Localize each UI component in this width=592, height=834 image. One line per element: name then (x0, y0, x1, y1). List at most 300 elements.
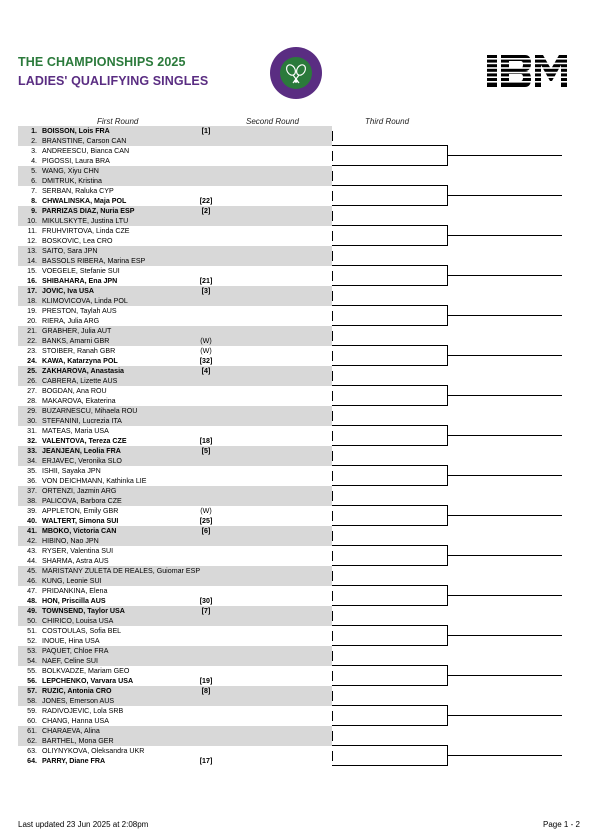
player-name: SHARMA, Astra AUS (42, 557, 109, 565)
third-round-line (447, 355, 562, 356)
draw-row (18, 156, 332, 166)
player-name: RUZIC, Antonia CRO (42, 687, 112, 695)
draw-row (18, 576, 332, 586)
bracket-vertical (332, 611, 333, 621)
player-name: KAWA, Katarzyna POL (42, 357, 118, 365)
draw-position: 37. (27, 487, 37, 495)
draw-position: 42. (27, 537, 37, 545)
draw-row (18, 716, 332, 726)
third-round-line (447, 675, 562, 676)
bracket-vertical (332, 351, 333, 361)
draw-position: 32. (27, 437, 37, 445)
second-round-line (332, 165, 447, 166)
draw-position: 23. (27, 347, 37, 355)
player-name: PRESTON, Taylah AUS (42, 307, 117, 315)
player-name: BARTHEL, Mona GER (42, 737, 114, 745)
draw-position: 52. (27, 637, 37, 645)
player-name: GRABHER, Julia AUT (42, 327, 112, 335)
draw-row (18, 406, 332, 416)
second-round-line (332, 665, 447, 666)
player-name: BRANSTINE, Carson CAN (42, 137, 127, 145)
bracket-vertical (332, 391, 333, 401)
second-round-line (332, 645, 447, 646)
player-name: HON, Priscilla AUS (42, 597, 106, 605)
draw-row (18, 596, 332, 606)
page-subtitle: LADIES' QUALIFYING SINGLES (18, 74, 209, 88)
draw-position: 33. (27, 447, 37, 455)
player-name: MATEAS, Maria USA (42, 427, 109, 435)
seed-label: [25] (199, 517, 213, 525)
third-round-line (447, 555, 562, 556)
draw-position: 10. (27, 217, 37, 225)
wimbledon-logo (269, 46, 323, 100)
bracket-vertical (332, 431, 333, 441)
second-round-line (332, 745, 447, 746)
draw-row (18, 256, 332, 266)
draw-position: 9. (31, 207, 37, 215)
draw-position: 45. (27, 567, 37, 575)
draw-row (18, 216, 332, 226)
draw-row (18, 626, 332, 636)
second-round-line (332, 365, 447, 366)
player-name: NAEF, Celine SUI (42, 657, 98, 665)
player-name: WANG, Xiyu CHN (42, 167, 99, 175)
seed-label: [4] (201, 367, 211, 375)
player-name: BOISSON, Lois FRA (42, 127, 110, 135)
seed-label: [1] (201, 127, 211, 135)
draw-position: 50. (27, 617, 37, 625)
draw-position: 60. (27, 717, 37, 725)
third-round-line (447, 235, 562, 236)
seed-label: (W) (200, 347, 212, 355)
player-name: CABRERA, Lizette AUS (42, 377, 118, 385)
player-name: JONES, Emerson AUS (42, 697, 115, 705)
bracket-vertical (332, 571, 333, 581)
player-name: BOSKOVIC, Lea CRO (42, 237, 113, 245)
draw-position: 26. (27, 377, 37, 385)
draw-position: 17. (27, 287, 37, 295)
draw-row (18, 226, 332, 236)
draw-row (18, 586, 332, 596)
player-name: LEPCHENKO, Varvara USA (42, 677, 134, 685)
draw-position: 25. (27, 367, 37, 375)
draw-row (18, 416, 332, 426)
second-round-line (332, 325, 447, 326)
draw-row (18, 186, 332, 196)
draw-position: 15. (27, 267, 37, 275)
draw-row (18, 646, 332, 656)
draw-position: 48. (27, 597, 37, 605)
draw-position: 47. (27, 587, 37, 595)
draw-position: 36. (27, 477, 37, 485)
draw-position: 38. (27, 497, 37, 505)
player-name: VON DEICHMANN, Kathinka LIE (42, 477, 147, 485)
bracket-vertical (332, 631, 333, 641)
second-round-line (332, 525, 447, 526)
player-name: RADIVOJEVIC, Lola SRB (42, 707, 124, 715)
draw-position: 24. (27, 357, 37, 365)
draw-row (18, 426, 332, 436)
draw-position: 11. (27, 227, 37, 235)
player-name: JOVIC, Iva USA (42, 287, 95, 295)
bracket-vertical (332, 591, 333, 601)
bracket-vertical (332, 531, 333, 541)
second-round-line (332, 245, 447, 246)
third-round-line (447, 395, 562, 396)
draw-row (18, 376, 332, 386)
bracket-vertical (332, 231, 333, 241)
draw-row (18, 136, 332, 146)
draw-position: 39. (27, 507, 37, 515)
bracket-vertical (332, 411, 333, 421)
player-name: BOLKVADZE, Mariam GEO (42, 667, 130, 675)
draw-row (18, 366, 332, 376)
draw-row (18, 386, 332, 396)
draw-position: 43. (27, 547, 37, 555)
draw-position: 1. (31, 127, 37, 135)
third-round-header: Third Round (365, 117, 410, 126)
bracket-vertical (332, 451, 333, 461)
draw-row (18, 616, 332, 626)
draw-row (18, 636, 332, 646)
draw-row (18, 686, 332, 696)
draw-row (18, 526, 332, 536)
second-round-line (332, 145, 447, 146)
player-name: PALICOVA, Barbora CZE (42, 497, 122, 505)
bracket-vertical (332, 731, 333, 741)
player-name: ERJAVEC, Veronika SLO (42, 457, 122, 465)
player-name: JEANJEAN, Leolia FRA (42, 447, 121, 455)
seed-label: [7] (201, 607, 211, 615)
draw-position: 63. (27, 747, 37, 755)
seed-label: (W) (200, 507, 212, 515)
player-name: PARRIZAS DIAZ, Nuria ESP (42, 207, 135, 215)
player-name: BUZARNESCU, Mihaela ROU (42, 407, 138, 415)
last-updated: Last updated 23 Jun 2025 at 2:08pm (18, 820, 149, 829)
second-round-line (332, 285, 447, 286)
draw-row (18, 326, 332, 336)
draw-position: 59. (27, 707, 37, 715)
draw-row (18, 336, 332, 346)
player-name: BOGDAN, Ana ROU (42, 387, 107, 395)
draw-position: 55. (27, 667, 37, 675)
draw-position: 35. (27, 467, 37, 475)
seed-label: [18] (199, 437, 213, 445)
draw-position: 20. (27, 317, 37, 325)
draw-row (18, 606, 332, 616)
bracket-vertical (332, 211, 333, 221)
third-round-line (447, 275, 562, 276)
first-round-header: First Round (97, 117, 139, 126)
player-name: BANKS, Amarni GBR (42, 337, 110, 345)
draw-row (18, 566, 332, 576)
player-name: APPLETON, Emily GBR (42, 507, 119, 515)
third-round-line (447, 155, 562, 156)
draw-position: 8. (31, 197, 37, 205)
player-name: CHWALINSKA, Maja POL (42, 197, 127, 205)
draw-position: 64. (27, 757, 37, 765)
player-name: MBOKO, Victoria CAN (42, 527, 117, 535)
draw-position: 44. (27, 557, 37, 565)
seed-label: [30] (199, 597, 213, 605)
second-round-line (332, 765, 447, 766)
bracket-vertical (332, 691, 333, 701)
draw-row (18, 396, 332, 406)
draw-position: 4. (31, 157, 37, 165)
draw-row (18, 166, 332, 176)
seed-label: [17] (199, 757, 213, 765)
draw-position: 2. (31, 137, 37, 145)
second-round-line (332, 385, 447, 386)
draw-row (18, 516, 332, 526)
third-round-line (447, 475, 562, 476)
draw-position: 7. (31, 187, 37, 195)
seed-label: [3] (201, 287, 211, 295)
draw-row (18, 266, 332, 276)
draw-row (18, 656, 332, 666)
draw-row (18, 666, 332, 676)
player-name: COSTOULAS, Sofia BEL (42, 627, 122, 635)
player-name: WALTERT, Simona SUI (42, 517, 119, 525)
third-round-line (447, 515, 562, 516)
draw-position: 54. (27, 657, 37, 665)
draw-position: 12. (27, 237, 37, 245)
seed-label: [2] (201, 207, 211, 215)
player-name: MAKAROVA, Ekaterina (42, 397, 116, 405)
bracket-vertical (332, 171, 333, 181)
bracket-vertical (332, 471, 333, 481)
draw-row (18, 476, 332, 486)
player-name: CHANG, Hanna USA (42, 717, 110, 725)
bracket-vertical (332, 711, 333, 721)
draw-row (18, 206, 332, 216)
draw-row (18, 146, 332, 156)
player-name: OLIYNYKOVA, Oleksandra UKR (42, 747, 145, 755)
draw-position: 28. (27, 397, 37, 405)
draw-row (18, 456, 332, 466)
bracket-vertical (332, 511, 333, 521)
draw-position: 41. (27, 527, 37, 535)
draw-row (18, 436, 332, 446)
second-round-line (332, 505, 447, 506)
page-number: Page 1 - 2 (543, 820, 580, 829)
second-round-line (332, 185, 447, 186)
player-name: BASSOLS RIBERA, Marina ESP (42, 257, 146, 265)
second-round-line (332, 345, 447, 346)
second-round-line (332, 265, 447, 266)
draw-position: 16. (27, 277, 37, 285)
draw-position: 34. (27, 457, 37, 465)
draw-position: 40. (27, 517, 37, 525)
seed-label: (W) (200, 337, 212, 345)
draw-row (18, 496, 332, 506)
player-name: FRUHVIRTOVA, Linda CZE (42, 227, 130, 235)
draw-row (18, 726, 332, 736)
draw-row (18, 486, 332, 496)
third-round-line (447, 715, 562, 716)
draw-position: 6. (31, 177, 37, 185)
draw-position: 5. (31, 167, 37, 175)
player-name: CHIRICO, Louisa USA (42, 617, 114, 625)
draw-position: 14. (27, 257, 37, 265)
player-name: KUNG, Leonie SUI (42, 577, 102, 585)
third-round-line (447, 435, 562, 436)
draw-row (18, 446, 332, 456)
player-name: PARRY, Diane FRA (42, 757, 106, 765)
draw-row (18, 316, 332, 326)
second-round-line (332, 685, 447, 686)
draw-row (18, 346, 332, 356)
second-round-line (332, 465, 447, 466)
draw-position: 30. (27, 417, 37, 425)
second-round-header: Second Round (246, 117, 299, 126)
ibm-logo (485, 55, 569, 87)
player-name: TOWNSEND, Taylor USA (42, 607, 125, 615)
draw-position: 19. (27, 307, 37, 315)
second-round-line (332, 705, 447, 706)
third-round-line (447, 635, 562, 636)
player-name: INOUE, Hina USA (42, 637, 100, 645)
seed-label: [21] (199, 277, 213, 285)
draw-position: 29. (27, 407, 37, 415)
draw-row (18, 306, 332, 316)
second-round-line (332, 405, 447, 406)
second-round-line (332, 445, 447, 446)
player-name: ISHII, Sayaka JPN (42, 467, 101, 475)
seed-label: [8] (201, 687, 211, 695)
seed-label: [19] (199, 677, 213, 685)
player-name: VALENTOVA, Tereza CZE (42, 437, 127, 445)
draw-row (18, 236, 332, 246)
draw-row (18, 466, 332, 476)
second-round-line (332, 425, 447, 426)
player-name: PAQUET, Chloe FRA (42, 647, 109, 655)
draw-row (18, 756, 332, 766)
bracket-vertical (332, 491, 333, 501)
second-round-line (332, 225, 447, 226)
bracket-vertical (332, 291, 333, 301)
player-name: SHIBAHARA, Ena JPN (42, 277, 118, 285)
draw-position: 3. (31, 147, 37, 155)
draw-position: 27. (27, 387, 37, 395)
draw-row (18, 706, 332, 716)
draw-row (18, 556, 332, 566)
draw-row (18, 356, 332, 366)
draw-row (18, 746, 332, 756)
draw-row (18, 736, 332, 746)
draw-position: 18. (27, 297, 37, 305)
second-round-line (332, 585, 447, 586)
bracket-vertical (332, 371, 333, 381)
third-round-line (447, 315, 562, 316)
draw-position: 51. (27, 627, 37, 635)
draw-row (18, 276, 332, 286)
bracket-vertical (332, 311, 333, 321)
player-name: VOEGELE, Stefanie SUI (42, 267, 120, 275)
player-name: ANDREESCU, Bianca CAN (42, 147, 130, 155)
second-round-line (332, 565, 447, 566)
player-name: CHARAEVA, Alina (42, 727, 100, 735)
player-name: DMITRUK, Kristina (42, 177, 102, 185)
draw-row (18, 126, 332, 136)
seed-label: [32] (199, 357, 213, 365)
second-round-line (332, 605, 447, 606)
draw-row (18, 196, 332, 206)
bracket-vertical (332, 331, 333, 341)
draw-row (18, 176, 332, 186)
player-name: PRIDANKINA, Elena (42, 587, 108, 595)
player-name: SERBAN, Raluka CYP (42, 187, 114, 195)
draw-position: 53. (27, 647, 37, 655)
draw-row (18, 536, 332, 546)
second-round-line (332, 725, 447, 726)
draw-row (18, 546, 332, 556)
bracket-vertical (332, 271, 333, 281)
player-name: ZAKHAROVA, Anastasia (42, 367, 124, 375)
bracket-vertical (332, 671, 333, 681)
second-round-line (332, 625, 447, 626)
draw-row (18, 286, 332, 296)
seed-label: [5] (201, 447, 211, 455)
page-title: THE CHAMPIONSHIPS 2025 (18, 55, 186, 69)
player-name: RIERA, Julia ARG (42, 317, 100, 325)
third-round-line (447, 755, 562, 756)
draw-position: 58. (27, 697, 37, 705)
draw-position: 21. (27, 327, 37, 335)
second-round-line (332, 545, 447, 546)
player-name: HIBINO, Nao JPN (42, 537, 99, 545)
player-name: RYSER, Valentina SUI (42, 547, 114, 555)
player-name: STEFANINI, Lucrezia ITA (42, 417, 122, 425)
player-name: KLIMOVICOVA, Linda POL (42, 297, 128, 305)
draw-position: 57. (27, 687, 37, 695)
draw-position: 46. (27, 577, 37, 585)
bracket-vertical (332, 151, 333, 161)
player-name: STOIBER, Ranah GBR (42, 347, 116, 355)
bracket-vertical (332, 131, 333, 141)
draw-position: 13. (27, 247, 37, 255)
third-round-line (447, 595, 562, 596)
player-name: PIGOSSI, Laura BRA (42, 157, 110, 165)
player-name: ORTENZI, Jazmin ARG (42, 487, 117, 495)
draw-position: 22. (27, 337, 37, 345)
seed-label: [22] (199, 197, 213, 205)
player-name: SAITO, Sara JPN (42, 247, 98, 255)
draw-position: 56. (27, 677, 37, 685)
seed-label: [6] (201, 527, 211, 535)
second-round-line (332, 485, 447, 486)
bracket-vertical (332, 251, 333, 261)
draw-row (18, 506, 332, 516)
draw-row (18, 676, 332, 686)
second-round-line (332, 205, 447, 206)
draw-position: 49. (27, 607, 37, 615)
draw-row (18, 296, 332, 306)
bracket-vertical (332, 551, 333, 561)
bracket-vertical (332, 651, 333, 661)
draw-position: 31. (27, 427, 37, 435)
draw-row (18, 246, 332, 256)
bracket-vertical (332, 191, 333, 201)
draw-row (18, 696, 332, 706)
draw-position: 62. (27, 737, 37, 745)
second-round-line (332, 305, 447, 306)
bracket-vertical (332, 751, 333, 761)
draw-position: 61. (27, 727, 37, 735)
player-name: MARISTANY ZULETA DE REALES, Guiomar ESP (42, 567, 201, 575)
third-round-line (447, 195, 562, 196)
player-name: MIKULSKYTE, Justina LTU (42, 217, 129, 225)
